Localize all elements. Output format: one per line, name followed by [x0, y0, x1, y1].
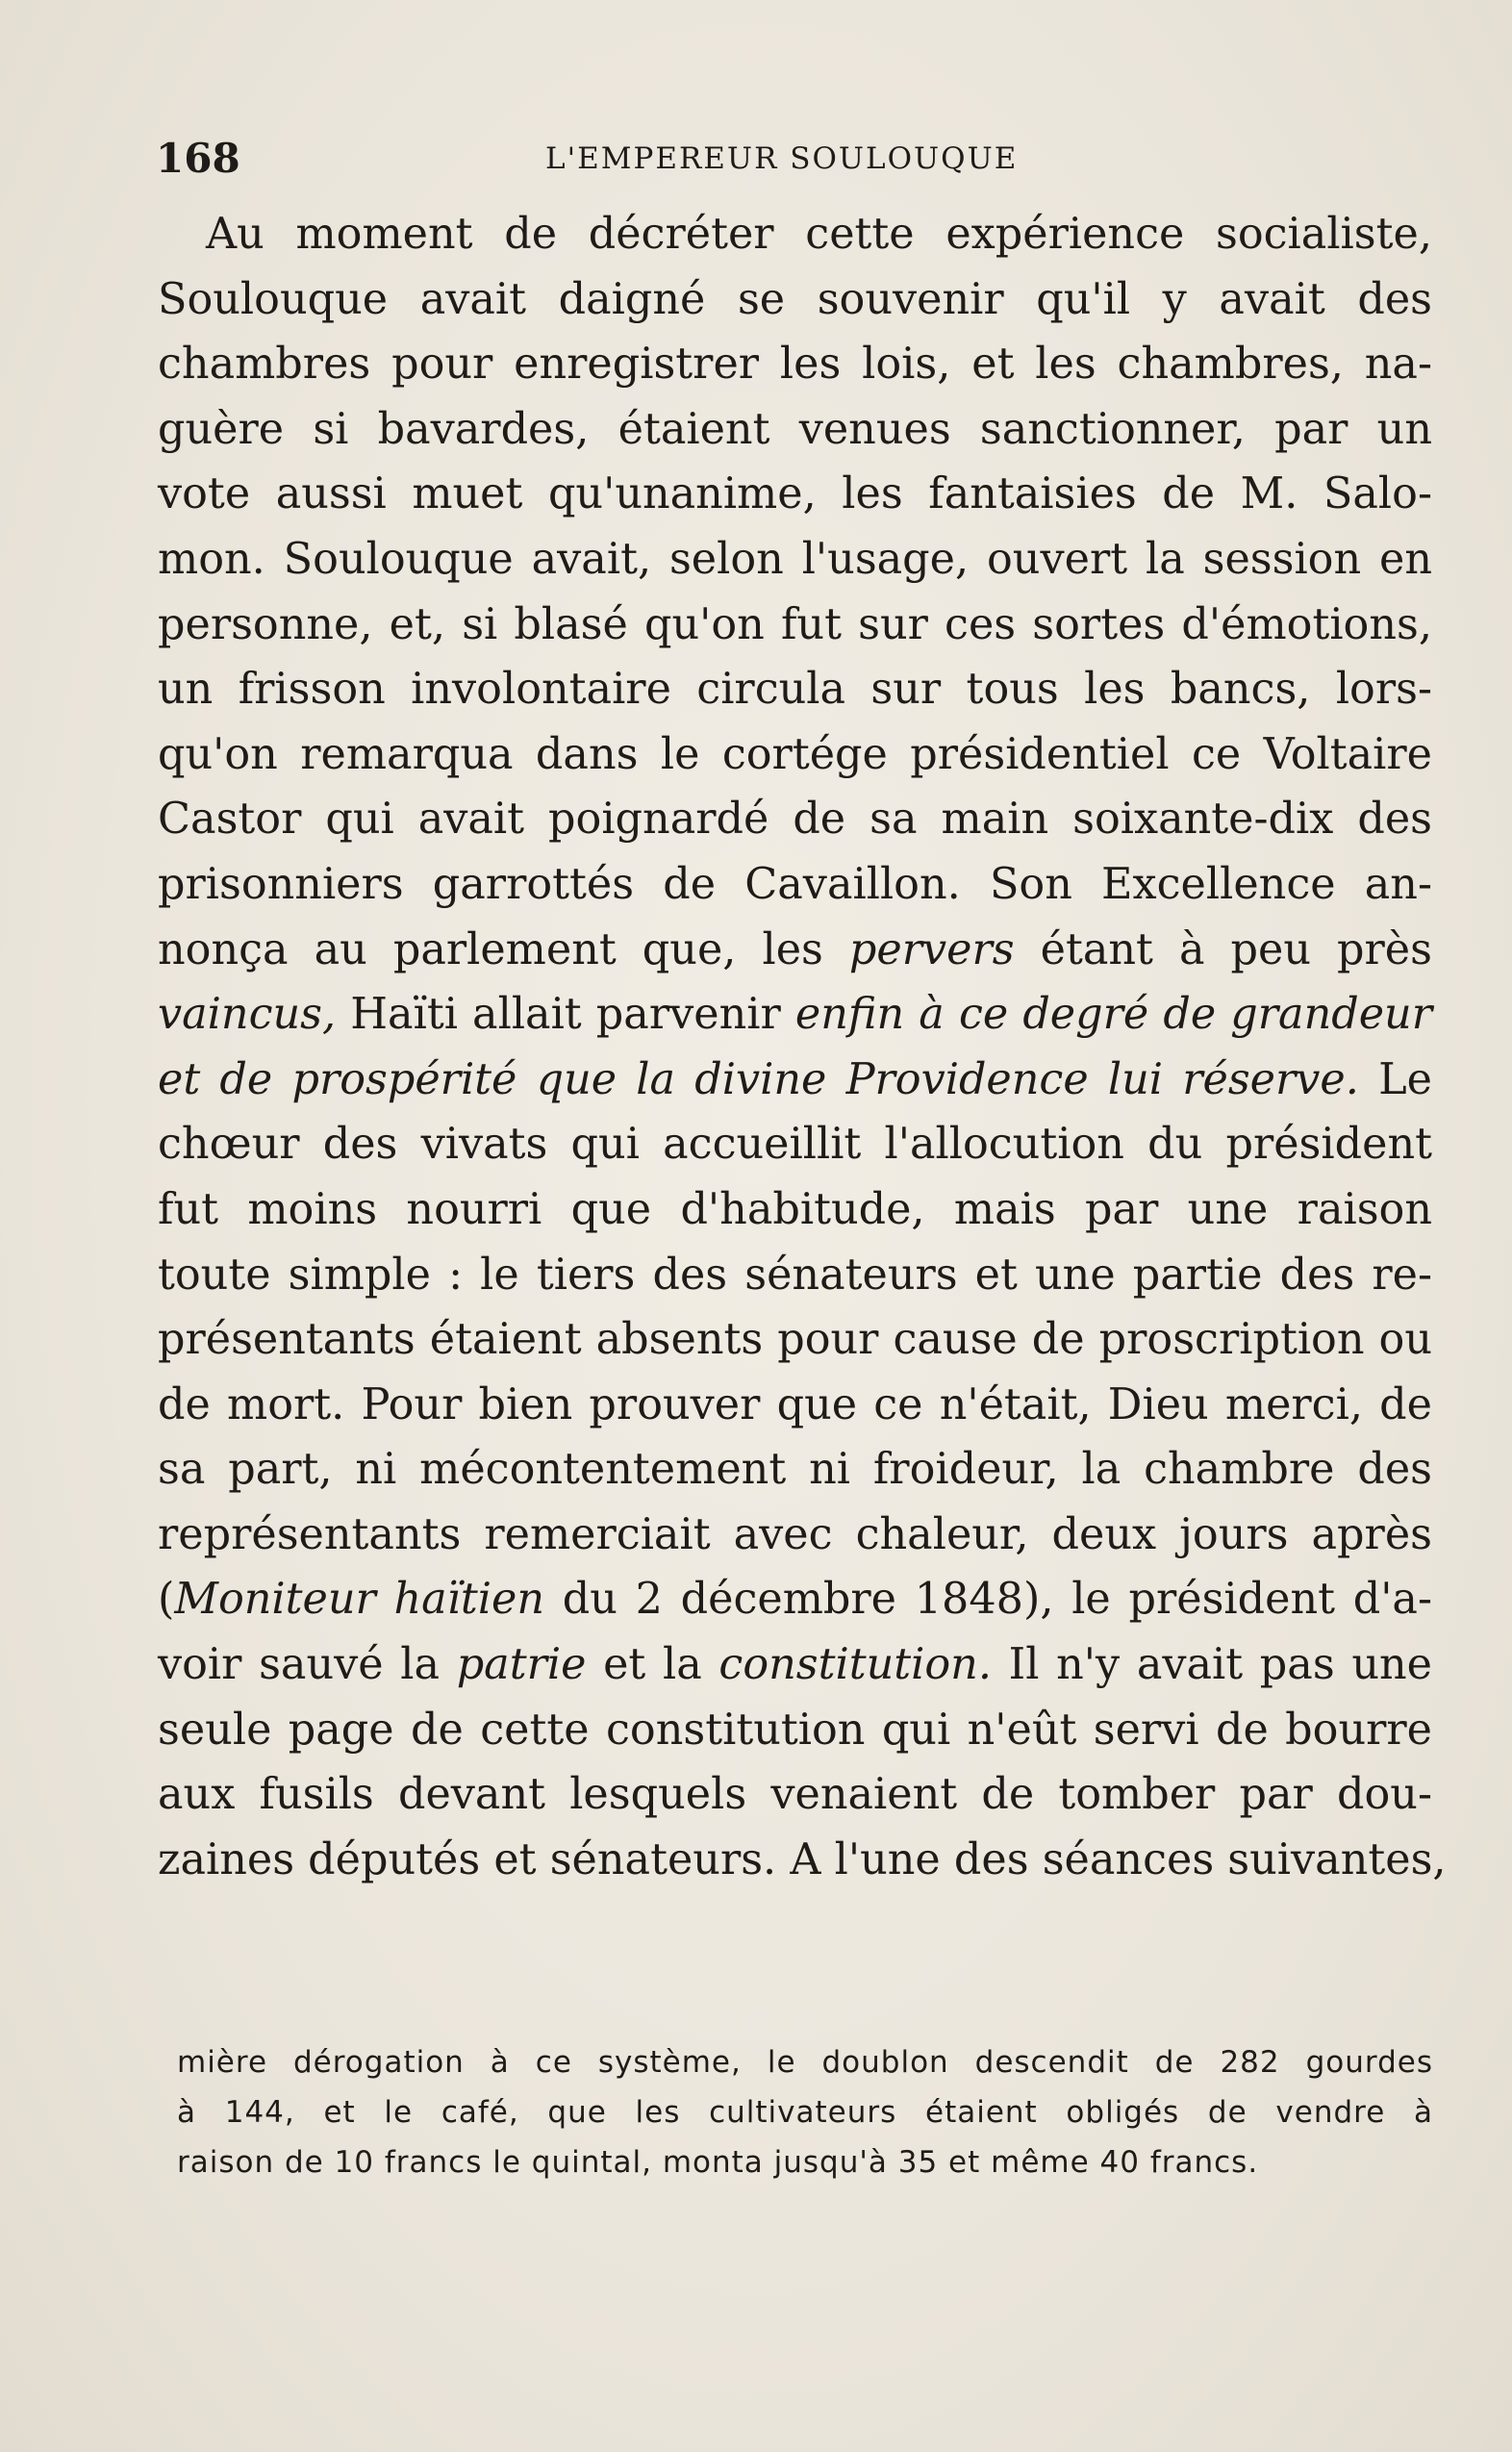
text-line	[158, 1048, 1432, 1113]
text-line	[158, 397, 1432, 463]
text-line	[158, 1112, 1432, 1177]
text-segment: zaines députés et sénateurs. A l'une des séances suivantes,	[158, 1834, 1447, 1884]
italic-text: pervers	[848, 924, 1015, 974]
text-line	[158, 1307, 1432, 1373]
text-segment: chœur des vivats qui accueillit l'allocution du président	[158, 1120, 1432, 1170]
text-segment: Le	[1358, 1054, 1433, 1104]
text-segment: du 2 décembre 1848), le président d'a-	[544, 1575, 1433, 1625]
footnote-line: raison de 10 francs le quintal, monta jusqu'à 35 et même 40 francs.	[177, 2145, 1259, 2180]
text-segment: représentants remerciait avec chaleur, deux jours après	[158, 1509, 1432, 1559]
text-segment: chambres pour enregistrer les lois, et les chambres, na-	[158, 340, 1432, 390]
text-segment: Soulouque avait daigné se souvenir qu'il y avait des	[158, 274, 1432, 324]
text-segment: guère si bavardes, étaient venues sanctionner, par un	[158, 404, 1432, 454]
text-segment: personne, et, si blasé qu'on fut sur ces sortes d'émotions,	[158, 599, 1432, 649]
text-line	[158, 982, 1432, 1048]
text-segment: présentants étaient absents pour cause de proscription ou	[158, 1315, 1432, 1365]
text-segment: prisonniers garrottés de Cavaillon. Son Excellence an-	[158, 859, 1432, 909]
footnote-line: à 144, et le café, que les cultivateurs étaient obligés de vendre à	[177, 2095, 1433, 2130]
footnote	[177, 2037, 1433, 2187]
text-line	[158, 1828, 1447, 1893]
text-segment: Haïti allait parvenir	[336, 990, 795, 1040]
text-segment: seule page de cette constitution qui n'eût servi de bourre	[158, 1705, 1432, 1755]
body-text	[158, 202, 1447, 1892]
text-line	[158, 918, 1432, 983]
text-line	[158, 527, 1432, 593]
text-line	[158, 1177, 1432, 1243]
text-line	[158, 852, 1432, 918]
text-line	[158, 1698, 1432, 1763]
text-segment: (	[158, 1575, 175, 1625]
page-number: 168	[156, 135, 240, 182]
text-segment: vote aussi muet qu'unanime, les fantaisies de M. Salo-	[158, 469, 1432, 519]
text-segment: Il n'y avait pas une	[992, 1640, 1432, 1690]
text-segment: voir sauvé la	[158, 1640, 457, 1690]
text-line	[158, 332, 1432, 397]
italic-text: et de prospérité que la divine Providence lui réserve.	[158, 1054, 1359, 1104]
text-line	[158, 657, 1432, 722]
text-segment: nonça au parlement que, les	[158, 924, 849, 974]
text-segment: et la	[586, 1640, 719, 1690]
italic-text: vaincus,	[158, 990, 337, 1040]
text-segment: étant à peu près	[1014, 924, 1432, 974]
text-line	[158, 1373, 1432, 1438]
text-segment: qu'on remarqua dans le cortége présidentiel ce Voltaire	[158, 729, 1432, 779]
text-line	[158, 1567, 1432, 1632]
text-segment: aux fusils devant lesquels venaient de tomber par dou-	[158, 1770, 1432, 1820]
running-head	[156, 130, 1430, 188]
text-line	[158, 1437, 1432, 1503]
text-line	[158, 462, 1432, 527]
text-segment: Castor qui avait poignardé de sa main soixante-dix des	[158, 795, 1432, 845]
italic-text: constitution.	[718, 1640, 992, 1690]
italic-text: enfin à ce degré de grandeur	[794, 990, 1432, 1040]
text-line	[158, 787, 1432, 852]
text-segment: mon. Soulouque avait, selon l'usage, ouvert la session en	[158, 534, 1432, 584]
text-line	[158, 1762, 1432, 1828]
text-line	[158, 202, 1432, 267]
footnote-line: mière dérogation à ce système, le doublon descendit de 282 gourdes	[177, 2045, 1433, 2080]
text-line	[158, 593, 1432, 658]
text-line	[158, 1632, 1432, 1698]
text-segment: de mort. Pour bien prouver que ce n'était, Dieu merci, de	[158, 1379, 1432, 1429]
text-segment: un frisson involontaire circula sur tous les bancs, lors-	[158, 665, 1432, 715]
text-segment: sa part, ni mécontentement ni froideur, la chambre des	[158, 1445, 1432, 1495]
text-segment: Au moment de décréter cette expérience socialiste,	[206, 210, 1432, 259]
text-segment: toute simple : le tiers des sénateurs et une partie des re-	[158, 1250, 1432, 1300]
italic-text: patrie	[456, 1640, 587, 1690]
italic-text: Moniteur haïtien	[174, 1575, 545, 1625]
text-line	[158, 1503, 1432, 1568]
text-line	[158, 722, 1432, 788]
book-title: L'EMPEREUR SOULOUQUE	[545, 141, 1019, 176]
text-segment: fut moins nourri que d'habitude, mais par une raison	[158, 1184, 1432, 1234]
text-line	[158, 267, 1432, 333]
text-line	[158, 1243, 1432, 1308]
